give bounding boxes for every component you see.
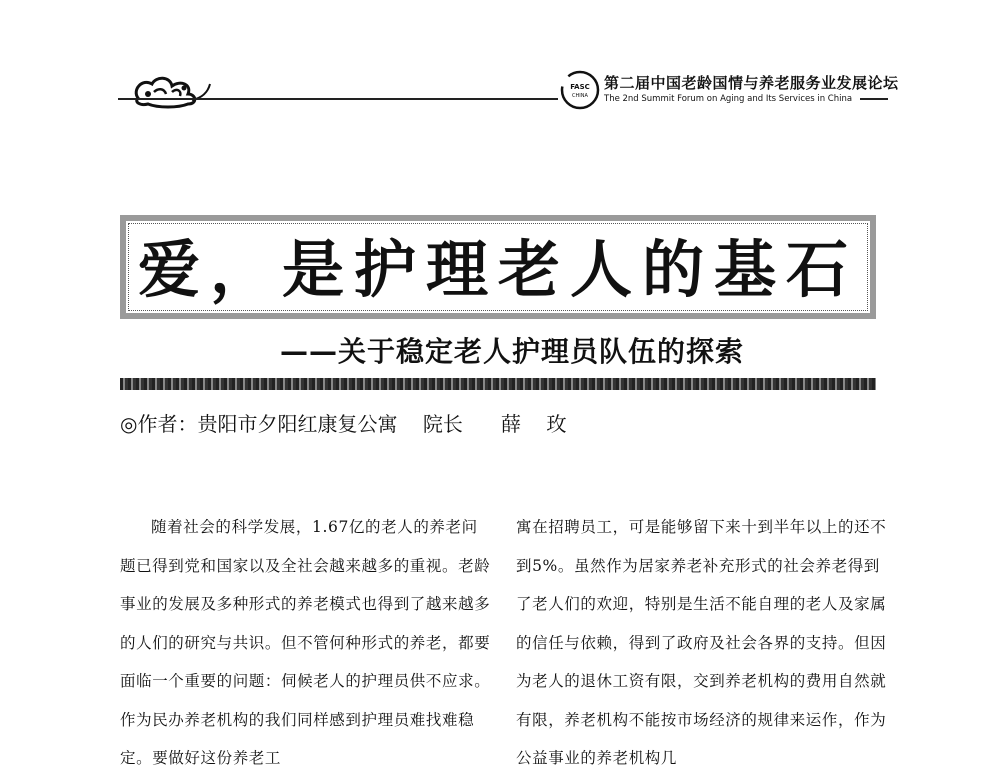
title-frame (120, 215, 876, 319)
header-rule-left (118, 98, 558, 100)
forum-logo-text: FASC (570, 83, 590, 91)
forum-logo-icon (558, 68, 602, 112)
header-rule-right (860, 98, 888, 100)
page-header (0, 0, 1000, 130)
body-column-left (120, 508, 492, 778)
forum-logo-sub: CHINA (572, 93, 588, 99)
forum-title-en: The 2nd Summit Forum on Aging and Its Services in China (604, 94, 853, 104)
body-column-right (516, 508, 888, 778)
article-title: 爱，是护理老人的基石 (137, 233, 858, 306)
decorative-cloud-logo-icon (118, 70, 214, 110)
author-line: ◎作者：贵阳市夕阳红康复公寓 院长 薛 玫 (120, 412, 567, 436)
forum-title-cn: 第二届中国老龄国情与养老服务业发展论坛 (604, 74, 899, 92)
paragraph-left: 随着社会的科学发展，1.67亿的老人的养老问题已得到党和国家以及全社会越来越多的重视。老龄事业的发展及多种形式的养老模式也得到了越来越多的人们的研究与共识。但不管何种形式的养老，都要面临一个重要的问题：伺候老人的护理员供不应求。作为民办养老机构的我们同样感到护理员难找难稳定。要做好这份养老工 (120, 518, 491, 767)
article-subtitle: ——关于稳定老人护理员队伍的探索 (280, 335, 745, 368)
paragraph-right: 寓在招聘员工，可是能够留下来十到半年以上的还不到5%。虽然作为居家养老补充形式的社会养老得到了老人们的欢迎，特别是生活不能自理的老人及家属的信任与依赖，得到了政府及社会各界的支持。但因为老人的退休工资有限，交到养老机构的费用自然就有限，养老机构不能按市场经济的规律来运作，作为公益事业的养老机构几 (516, 518, 887, 767)
decorative-divider (120, 378, 876, 390)
